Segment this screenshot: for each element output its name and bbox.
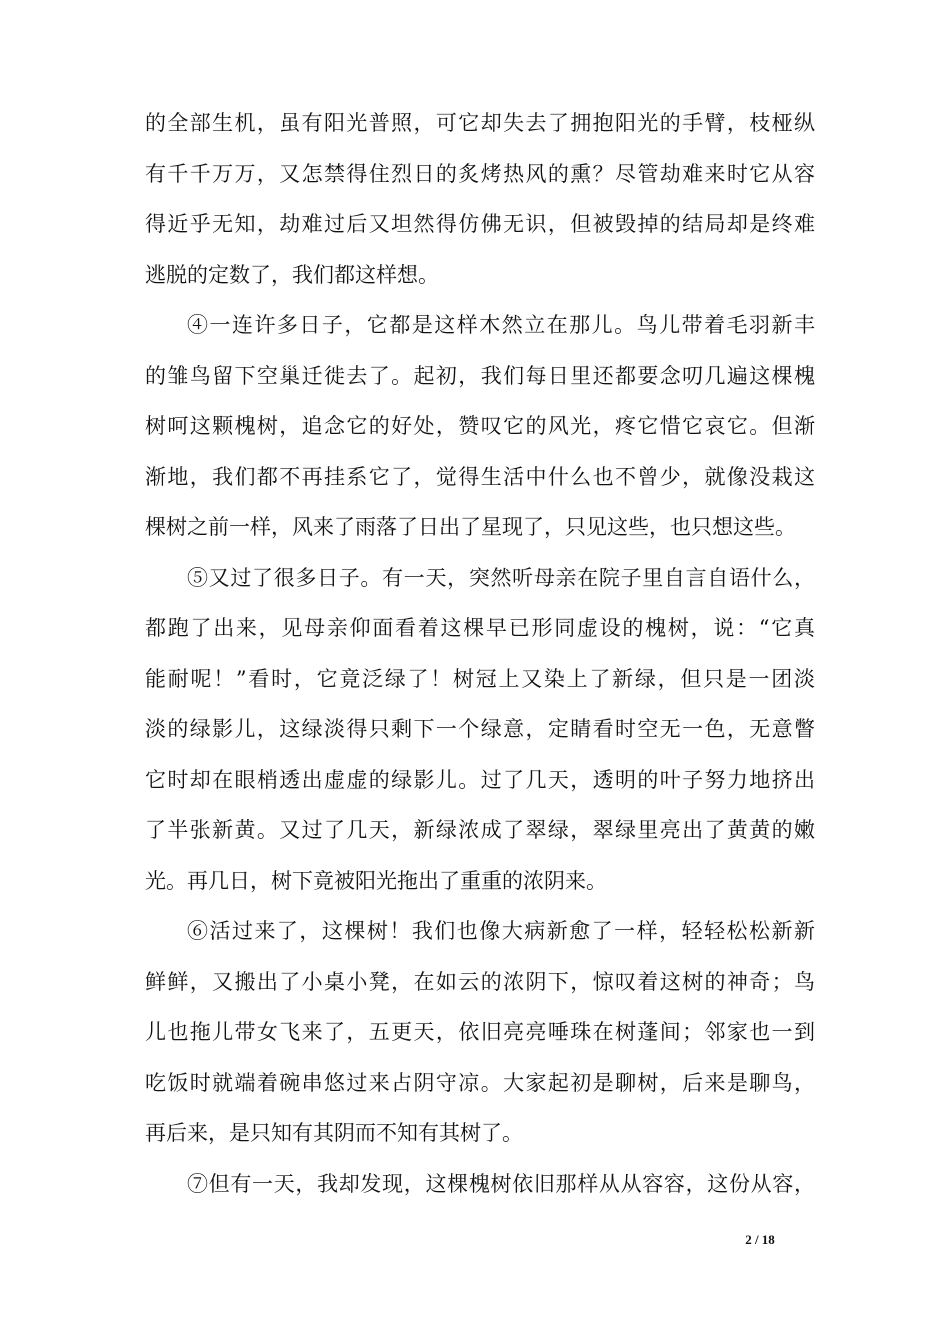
text-line: ⑥活过来了，这棵树！我们也像大病新愈了一样，轻轻松松新新 — [187, 919, 815, 943]
text-line: 儿也拖儿带女飞来了，五更天，依旧亮亮唾珠在树蓬间；邻家也一到 — [145, 1020, 815, 1044]
text-line: 它时却在眼梢透出虚虚的绿影儿。过了几天，透明的叶子努力地挤出 — [145, 767, 815, 792]
text-line: 渐地，我们都不再挂系它了，觉得生活中什么也不曾少，就像没栽这 — [145, 464, 815, 489]
text-line: 再后来，是只知有其阴而不知有其树了。 — [145, 1121, 523, 1145]
text-line: 了半张新黄。又过了几天，新绿浓成了翠绿，翠绿里亮出了黄黄的嫩 — [145, 818, 815, 842]
text-line: 光。再几日，树下竟被阳光拖出了重重的浓阴来。 — [145, 868, 607, 893]
text-line: 吃饭时就端着碗串悠过来占阴守凉。大家起初是聊树，后来是聊鸟， — [145, 1070, 815, 1095]
text-line: 都跑了出来，见母亲仰面看着这棵早已形同虚设的槐树，说：“它真 — [145, 616, 815, 640]
text-line: 树呵这颗槐树，追念它的好处，赞叹它的风光，疼它惜它哀它。但渐 — [145, 414, 815, 438]
text-line: 有千千万万，又怎禁得住烈日的炙烤热风的熏？尽管劫难来时它从容 — [145, 161, 815, 186]
paragraph-6 — [145, 906, 815, 1159]
text-line: ⑦但有一天，我却发现，这棵槐树依旧那样从从容容，这份从容， — [187, 1171, 815, 1196]
paragraph-3-continued — [145, 98, 815, 300]
text-line: 逃脱的定数了，我们都这样想。 — [145, 262, 439, 287]
text-line: 能耐呢！”看时，它竟泛绿了！树冠上又染上了新绿，但只是一团淡 — [145, 666, 815, 691]
page-number: 2 / 18 — [745, 1232, 775, 1247]
text-line: 得近乎无知，劫难过后又坦然得仿佛无识，但被毁掉的结局却是终难 — [145, 212, 815, 236]
text-line: ⑤又过了很多日子。有一天，突然听母亲在院子里自言自语什么， — [187, 565, 815, 590]
paragraph-7 — [145, 1159, 815, 1210]
paragraph-4 — [145, 300, 815, 553]
text-line: 棵树之前一样，风来了雨落了日出了星现了，只见这些，也只想这些。 — [145, 515, 796, 539]
paragraph-5 — [145, 553, 815, 907]
text-line: 淡的绿影儿，这绿淡得只剩下一个绿意，定睛看时空无一色，无意瞥 — [145, 717, 815, 741]
article-body — [145, 98, 815, 1209]
text-line: 的雏鸟留下空巢迁徙去了。起初，我们每日里还都要念叨几遍这棵槐 — [145, 363, 815, 388]
text-line: ④一连许多日子，它都是这样木然立在那儿。鸟儿带着毛羽新丰 — [187, 313, 815, 337]
text-line: 鲜鲜，又搬出了小桌小凳，在如云的浓阴下，惊叹着这树的神奇；鸟 — [145, 969, 815, 994]
text-line: 的全部生机，虽有阳光普照，可它却失去了拥抱阳光的手臂，枝桠纵 — [145, 111, 815, 135]
